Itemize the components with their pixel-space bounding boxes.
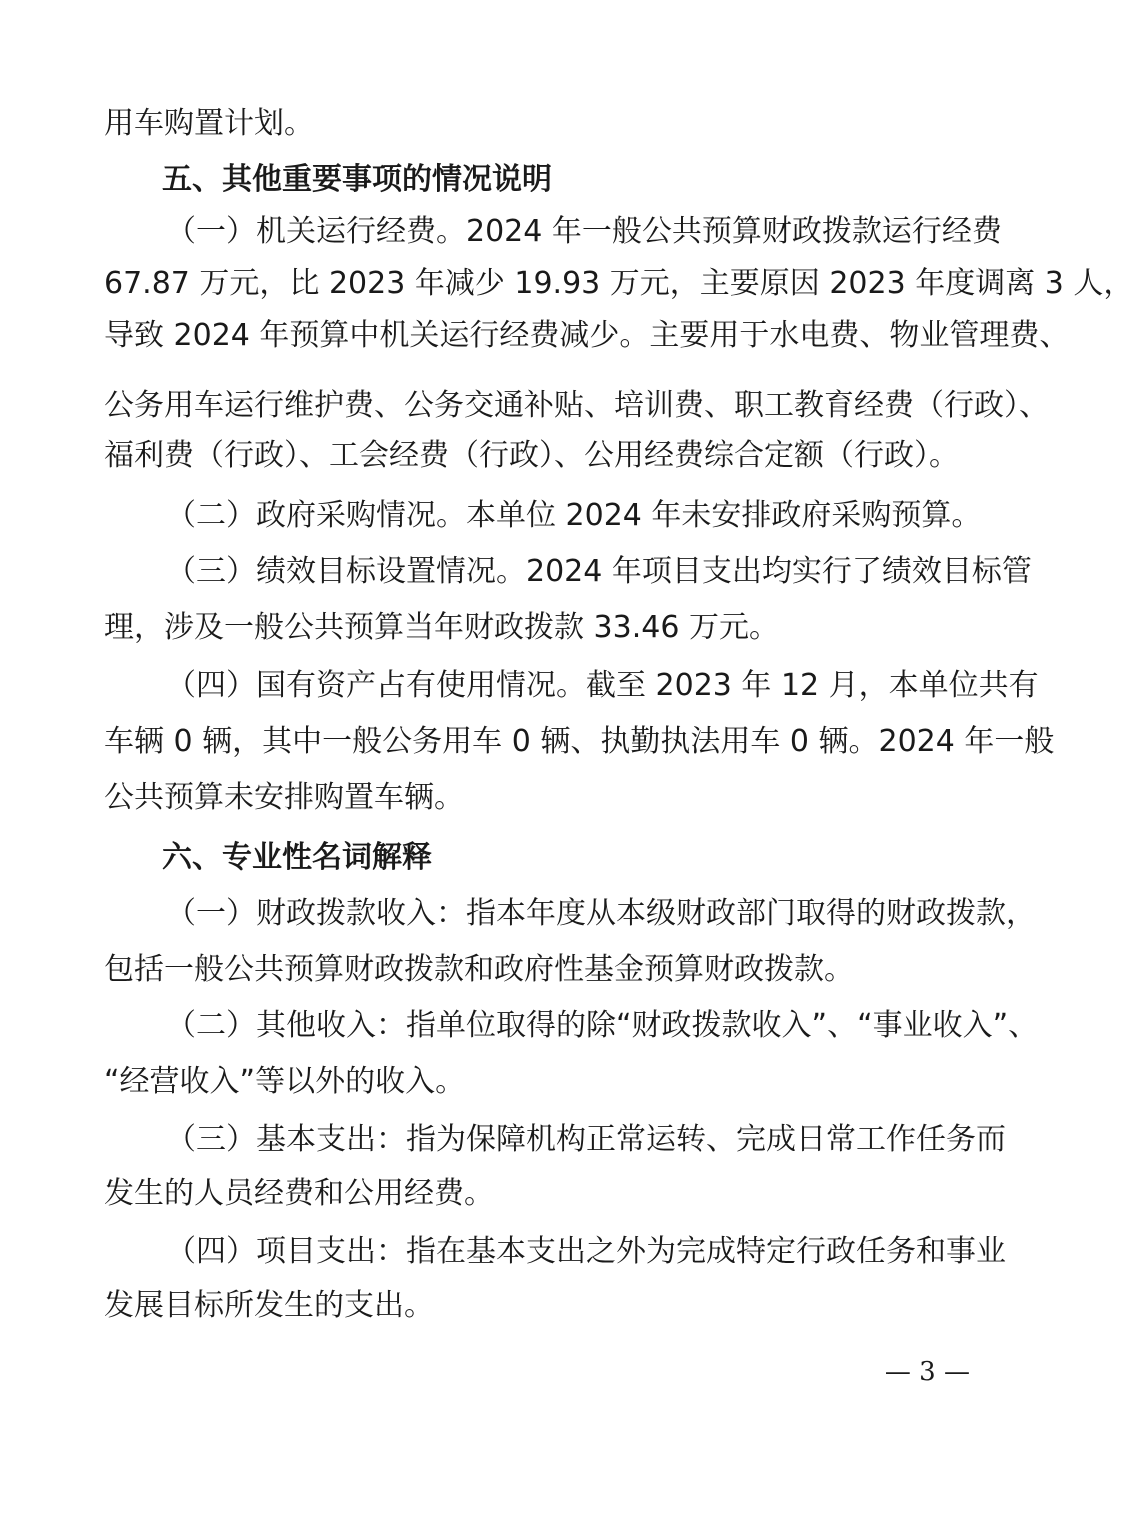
- paragraph-line: “经营收入”等以外的收入。: [104, 1064, 466, 1099]
- paragraph-line: 理，涉及一般公共预算当年财政拨款 33.46 万元。: [104, 610, 779, 645]
- paragraph-line: 车辆 0 辆，其中一般公务用车 0 辆、执勤执法用车 0 辆。2024 年一般: [104, 724, 1055, 759]
- paragraph-line: 包括一般公共预算财政拨款和政府性基金预算财政拨款。: [104, 952, 854, 987]
- paragraph-line: 发生的人员经费和公用经费。: [104, 1176, 494, 1211]
- section-five-heading: 五、其他重要事项的情况说明: [162, 162, 552, 197]
- paragraph-line: （二）政府采购情况。本单位 2024 年未安排政府采购预算。: [166, 498, 982, 533]
- paragraph-line: （四）国有资产占有使用情况。截至 2023 年 12 月，本单位共有: [166, 668, 1039, 703]
- continuation-text: 用车购置计划。: [104, 106, 314, 141]
- paragraph-line: （一）财政拨款收入：指本年度从本级财政部门取得的财政拨款，: [166, 896, 1036, 931]
- paragraph-line: （一）机关运行经费。2024 年一般公共预算财政拨款运行经费: [166, 214, 1002, 249]
- paragraph-line: （四）项目支出：指在基本支出之外为完成特定行政任务和事业: [166, 1234, 1006, 1269]
- paragraph-line: 福利费（行政）、工会经费（行政）、公用经费综合定额（行政）。: [104, 438, 959, 473]
- paragraph-line: 发展目标所发生的支出。: [104, 1288, 434, 1323]
- paragraph-line: （三）基本支出：指为保障机构正常运转、完成日常工作任务而: [166, 1122, 1006, 1157]
- paragraph-line: 公务用车运行维护费、公务交通补贴、培训费、职工教育经费（行政）、: [104, 388, 1049, 423]
- paragraph-line: （三）绩效目标设置情况。2024 年项目支出均实行了绩效目标管: [166, 554, 1032, 589]
- paragraph-line: 公共预算未安排购置车辆。: [104, 780, 464, 815]
- paragraph-line: （二）其他收入：指单位取得的除“财政拨款收入”、“事业收入”、: [166, 1008, 1039, 1043]
- paragraph-line: 67.87 万元，比 2023 年减少 19.93 万元，主要原因 2023 年度调离 3 人，: [104, 266, 1133, 301]
- page-number: — 3 —: [884, 1357, 970, 1387]
- section-six-heading: 六、专业性名词解释: [162, 840, 432, 875]
- paragraph-line: 导致 2024 年预算中机关运行经费减少。主要用于水电费、物业管理费、: [104, 318, 1070, 353]
